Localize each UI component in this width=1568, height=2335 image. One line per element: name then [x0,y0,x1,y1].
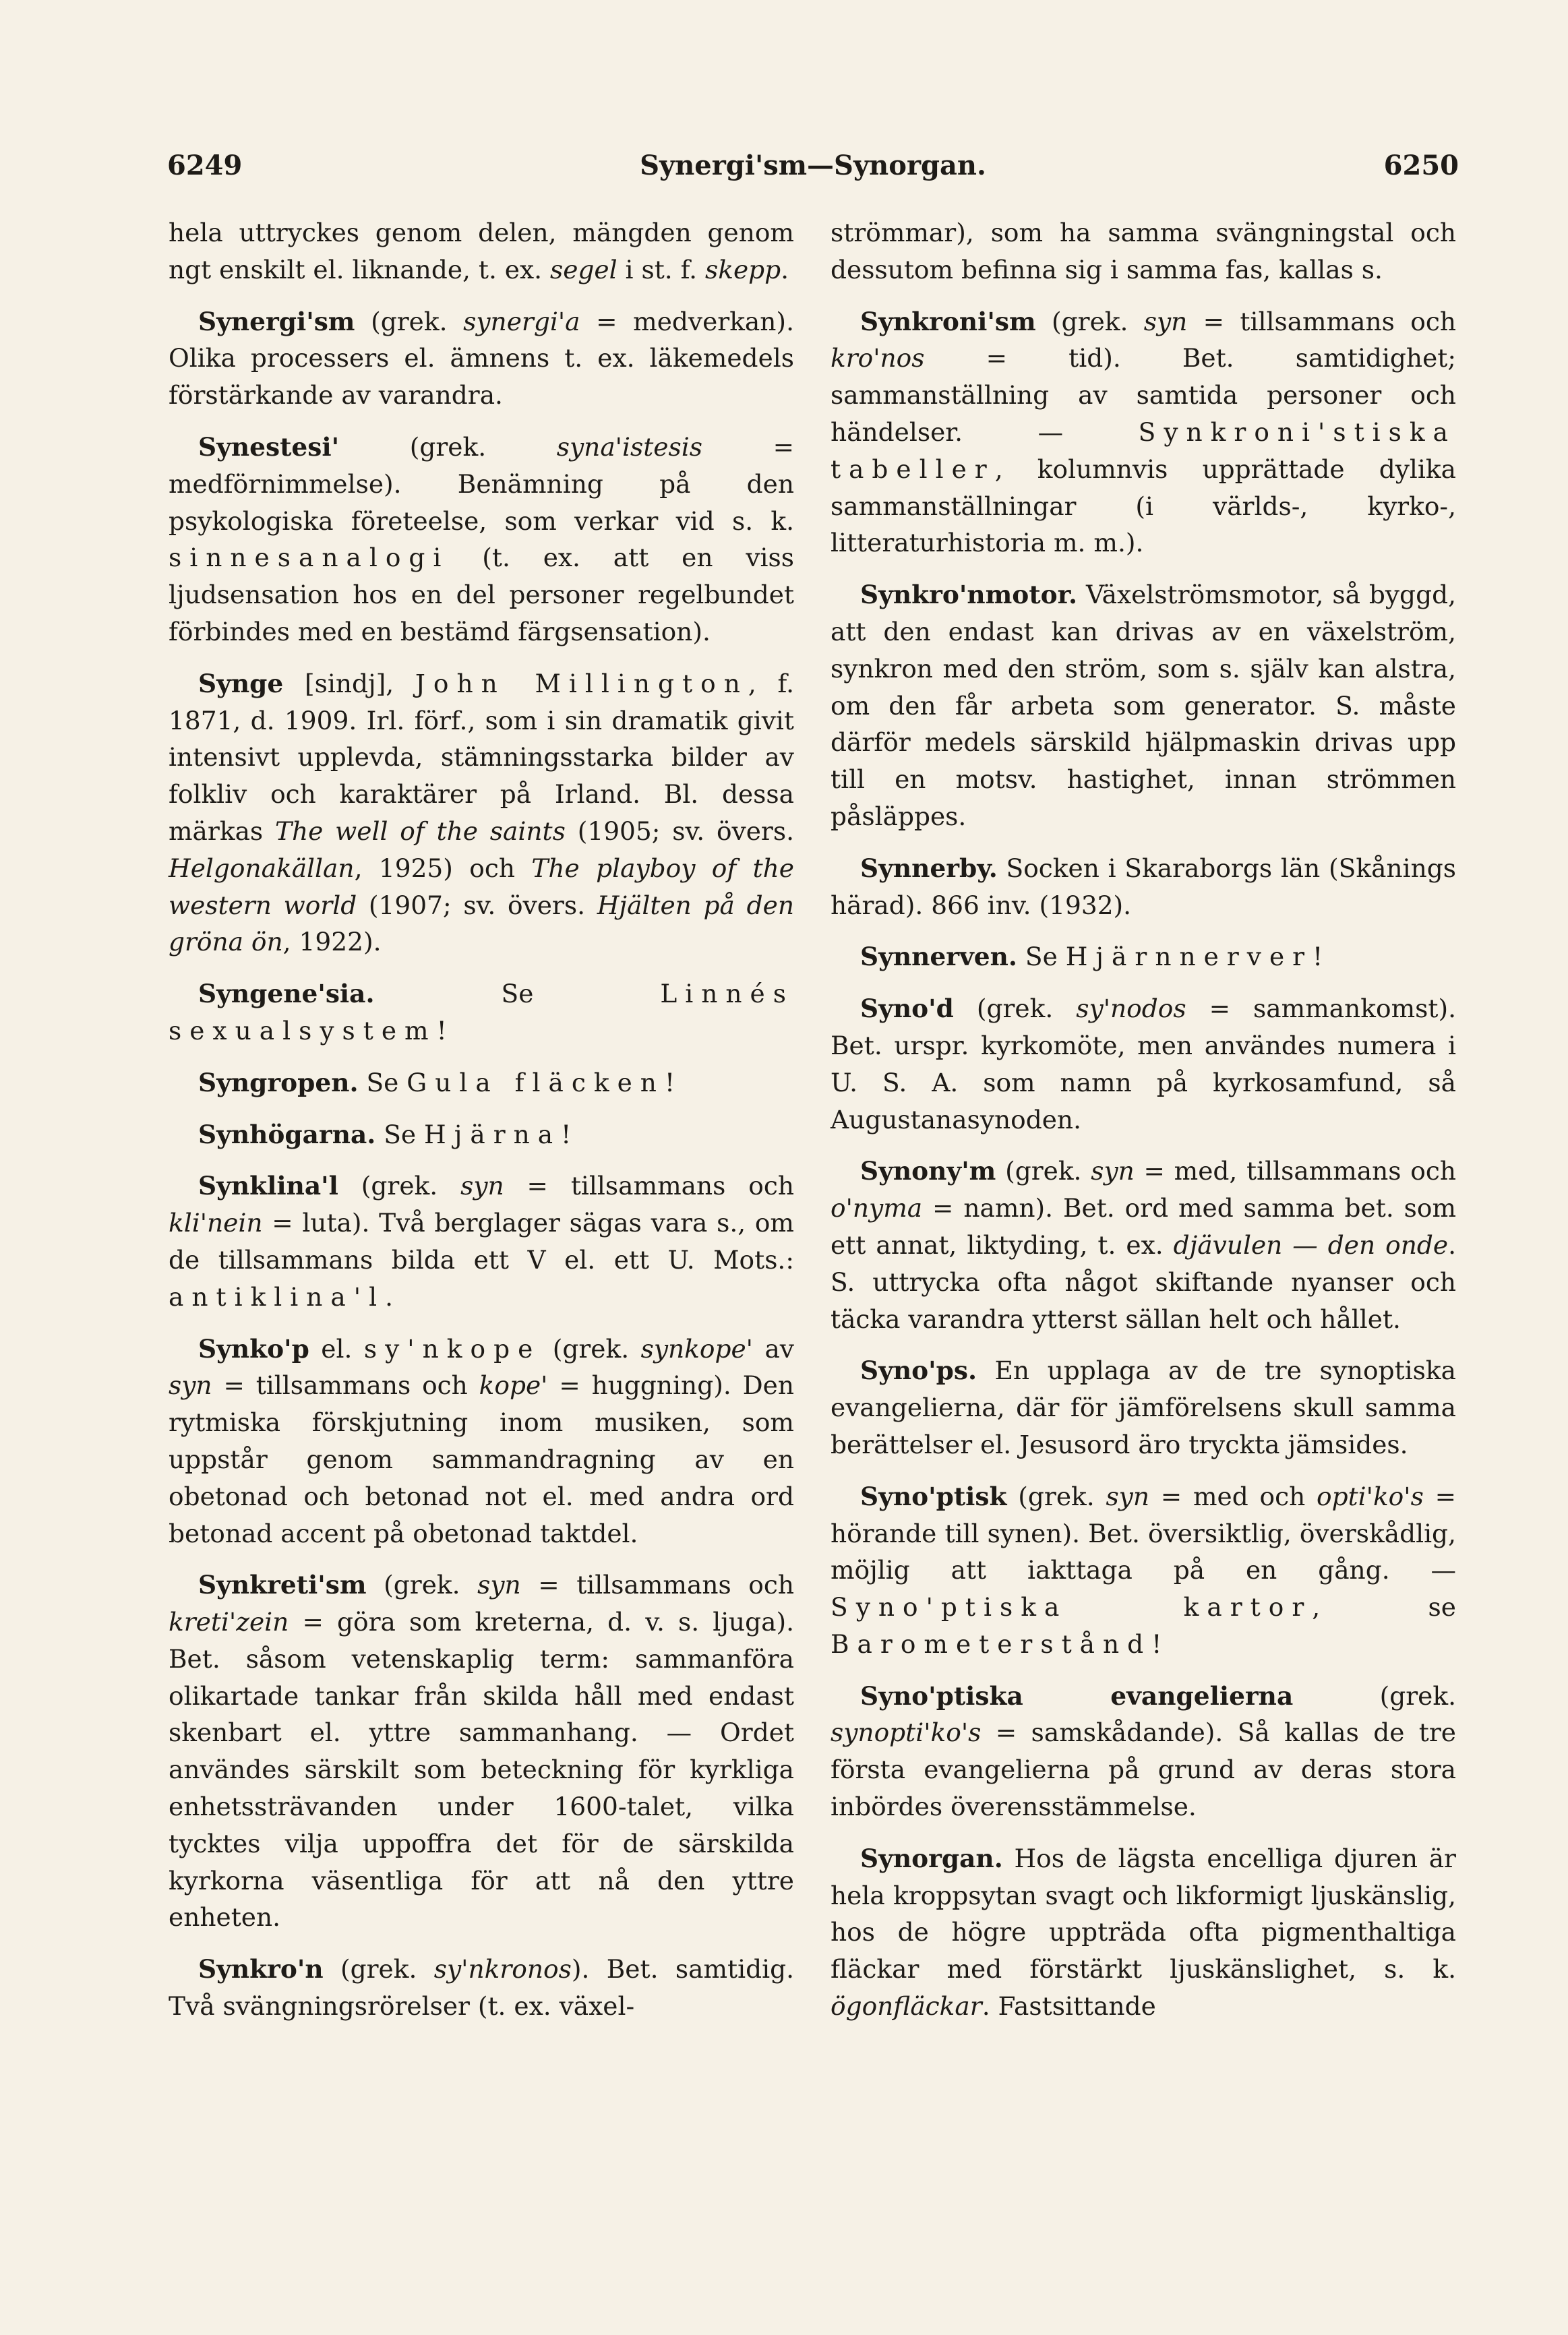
headword: Syngropen. [198,1067,359,1097]
right-column [831,214,1456,2040]
entry-continuation-right: strömmar), som ha samma svängningstal och dessutom befinna sig i samma fas, kallas s. [831,218,1456,284]
headword: Synkreti'sm [198,1570,367,1600]
entry-synnerby: Synnerby. Socken i Skaraborgs län (Skånings härad). 866 inv. (1932). [831,853,1456,920]
headword: Synnerby. [860,853,998,883]
headword: Synge [198,668,284,698]
headword: Synko'p [198,1333,309,1364]
headword: Syno'ps. [860,1356,977,1386]
cross-reference: Linnés sexualsystem [169,979,794,1045]
entry-synestesi: Synestesi' (grek. syna'istesis = medförnimmelse). Benämning på den psykologiska företeelse, som verkar vid s. k. sinnesanalogi (t. ex. att en viss ljudsensation hos en del personer regelbundet förbindes med en bestämd färgsensation). [169,431,794,646]
entry-synoptisk: Syno'ptisk (grek. syn = med och opti'ko's = hörande till synen). Bet. översiktlig, överskådlig, möjlig att iakttaga på en gång. — Syno'ptiska kartor, se Barometerstånd! [831,1481,1456,1659]
headword: Synkro'n [198,1954,324,1984]
entry-synkron: Synkro'n (grek. sy'nkronos). Bet. samtidig. Två svängningsrörelser (t. ex. växel- [169,1954,794,2022]
entry-synkretism: Synkreti'sm (grek. syn = tillsammans och kreti'zein = göra som kreterna, d. v. s. ljuga). Bet. såsom vetenskaplig term: sammanföra olikartade tankar från skilda håll med endast skenbart el. yttre sammanhang. — Ordet användes särskilt som beteckning för kyrkliga enhetssträvanden under 1600-talet, vilka tycktes vilja uppoffra det för de särskilda kyrkorna väsentliga för att nå den yttre enheten. [169,1570,794,1933]
headword: Synony'm [860,1156,996,1186]
entry-continuation-left: hela uttryckes genom delen, mängden genom ngt enskilt el. liknande, t. ex. segel i st. f. skepp. [169,218,794,284]
headword: Synkroni'sm [860,306,1036,336]
entry-synklinal: Synklina'l (grek. syn = tillsammans och kli'nein = luta). Två berglager sägas vara s., om de tillsammans bilda ett V el. ett U. Mots.: antiklina'l. [169,1171,794,1312]
left-column [169,214,794,2040]
entry-syngenesia: Syngene'sia. Se Linnés sexualsystem! [169,979,794,1045]
entry-synops: Syno'ps. En upplaga av de tre synoptiska evangelierna, där för jämförelsens skull samma berättelser el. Jesusord äro tryckta jämsides. [831,1356,1456,1459]
entry-synorgan: Synorgan. Hos de lägsta encelliga djuren är hela kroppsytan svagt och likformigt ljuskänslig, hos de högre uppträda ofta pigmenthaltiga fläckar med förstärkt ljuskänslighet, s. k. ögonfläckar. Fastsittande [831,1843,1456,2022]
headword: Syno'd [860,994,954,1024]
page-number-left: 6249 [167,150,243,181]
cross-reference: Gula fläcken [406,1067,665,1097]
entry-synkronmotor: Synkro'nmotor. Växelströmsmotor, så byggd, att den endast kan drivas av en växelström, synkron med den ström, som s. själv kan alstra, om den får arbeta som generator. S. måste därför medels särskild hjälpmaskin drivas upp till en motsv. hastighet, innan strömmen påsläppes. [831,580,1456,831]
headword: Syngene'sia. [198,979,375,1009]
entry-synge: Synge [sindj], John Millington, f. 1871, d. 1909. Irl. förf., som i sin dramatik givit intensivt upplevda, stämningsstarka bilder av folkliv och karaktärer på Irland. Bl. dessa märkas The well of the saints (1905; sv. övers. Helgonakällan, 1925) och The playboy of the western world (1907; sv. övers. Hjälten på den gröna ön, 1922). [169,668,794,957]
cross-reference: Hjärna [424,1119,562,1149]
headword: Synorgan. [860,1843,1003,1873]
cross-reference: Barometerstånd [831,1629,1152,1659]
entry-syngropen: Syngropen. Se Gula fläcken! [198,1067,675,1097]
headword: Synergi'sm [198,306,355,336]
headword: Synnerven. [860,942,1017,972]
headword: Synklina'l [198,1171,338,1201]
entry-synkronism: Synkroni'sm (grek. syn = tillsammans och kro'nos = tid). Bet. samtidighet; sammanställning av samtida personer och händelser. — Synkroni'stiska tabeller, kolumnvis upprättade dylika sammanställningar (i världs-, kyrko-, litteraturhistoria m. m.). [831,306,1456,558]
cross-reference: Hjärnnerver [1065,942,1313,972]
headword: Syno'ptisk [860,1481,1007,1511]
entry-synonym: Synony'm (grek. syn = med, tillsammans och o'nyma = namn). Bet. ord med samma bet. som ett annat, liktyding, t. ex. djävulen — den onde. S. uttrycka ofta något skiftande nyanser och täcka varandra ytterst sällan helt och hållet. [831,1156,1457,1334]
page-number-right: 6250 [1383,150,1459,181]
headword: Synkro'nmotor. [860,580,1078,610]
entry-synkop: Synko'p el. sy'nkope (grek. synkope' av syn = tillsammans och kope' = huggning). Den rytmiska förskjutning inom musiken, som uppstår genom sammandragning av en obetonad och betonad not el. med andra ord betonad accent på obetonad taktdel. [169,1333,794,1548]
page-header [167,150,1459,197]
headword: Synestesi' [198,431,340,462]
entry-synnerven: Synnerven. Se Hjärnnerver! [860,942,1323,972]
headword: Syno'ptiska evangelierna [860,1680,1294,1711]
entry-synhogarna: Synhögarna. Se Hjärna! [198,1119,572,1149]
running-head: Synergi'sm—Synorgan. [640,150,986,181]
entry-synod: Syno'd (grek. sy'nodos = sammankomst). Bet. urspr. kyrkomöte, men användes numera i U. S. A. som namn på kyrkosamfund, så Augustanasynoden. [831,994,1456,1134]
entry-synergism: Synergi'sm (grek. synergi'a = medverkan). Olika processers el. ämnens t. ex. läkemedels förstärkande av varandra. [169,306,794,411]
entry-synoptiska-evangelierna: Syno'ptiska evangelierna (grek. synopti'ko's = samskådande). Så kallas de tre första evangelierna på grund av deras stora inbördes överensstämmelse. [831,1680,1456,1822]
headword: Synhögarna. [198,1119,376,1149]
